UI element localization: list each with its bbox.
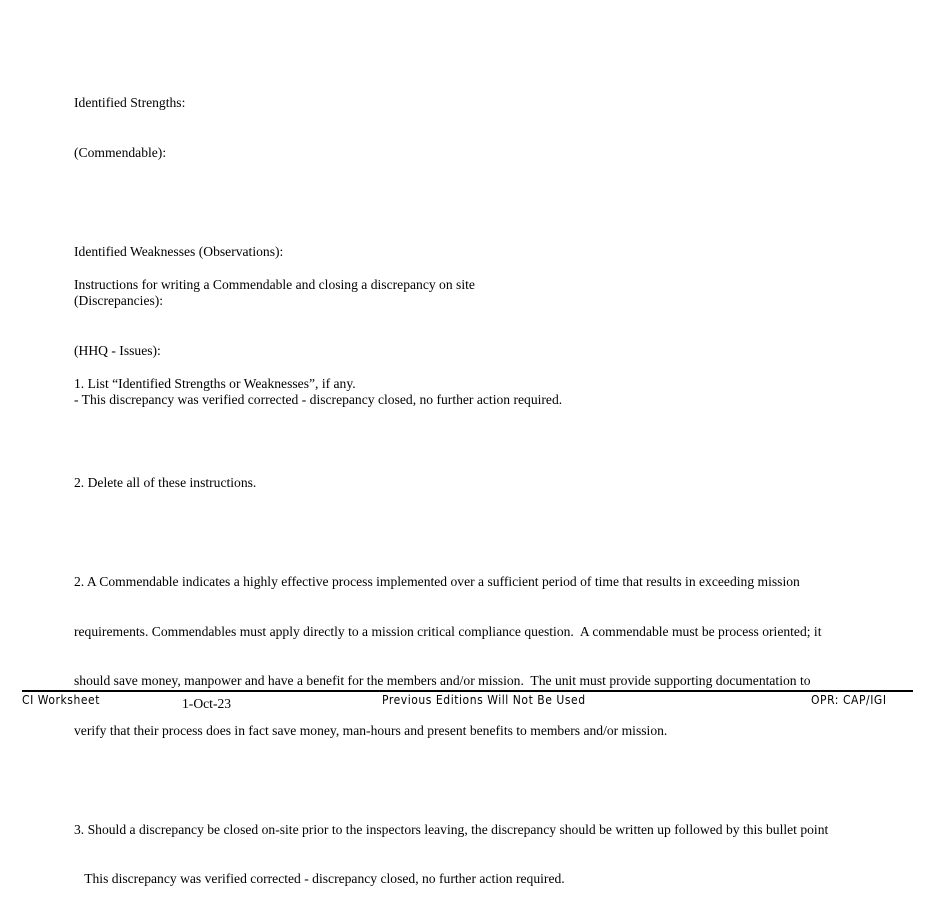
- instructions-heading: Instructions for writing a Commendable and closing a discrepancy on site: [74, 277, 475, 292]
- instruction-item-3-line: verify that their process does in fact save money, man-hours and present benefits to members and/or mission.: [74, 722, 668, 738]
- discrepancies-label: (Discrepancies):: [74, 293, 164, 308]
- instruction-item-4-line: 3. Should a discrepancy be closed on-site prior to the inspectors leaving, the discrepancy should be written up followed by this bullet point: [74, 821, 829, 837]
- instruction-item-3-line: requirements. Commendables must apply directly to a mission critical compliance question. A commendable must be process oriented; it: [74, 623, 822, 639]
- footer-date: 1-Oct-23: [182, 696, 232, 711]
- instruction-item-2: 2. Delete all of these instructions.: [74, 475, 257, 490]
- closed-discrepancy-bullet: - This discrepancy was verified corrected - discrepancy closed, no further action required.: [74, 392, 563, 407]
- instruction-item-4-line: This discrepancy was verified corrected - discrepancy closed, no further action required.: [74, 871, 565, 886]
- commendable-label: (Commendable):: [74, 144, 167, 160]
- footer-opr: OPR: CAP/IGI: [811, 693, 887, 707]
- instruction-item-3-line: should save money, manpower and have a benefit for the members and/or mission. The unit must provide supporting documentation to: [74, 673, 811, 688]
- hhq-issues-label: (HHQ - Issues):: [74, 342, 161, 358]
- strengths-label: Identified Strengths:: [74, 95, 186, 110]
- weaknesses-label: Identified Weaknesses (Observations):: [74, 243, 284, 259]
- footer-form-name: CI Worksheet: [22, 693, 100, 707]
- instruction-item-1: 1. List “Identified Strengths or Weaknesses”, if any.: [74, 376, 356, 391]
- footer-divider: [22, 690, 913, 692]
- instructions-section: [74, 244, 884, 921]
- instruction-item-3-line: 2. A Commendable indicates a highly effective process implemented over a sufficient period of time that results in exceeding mission: [74, 574, 800, 589]
- footer-editions-note: Previous Editions Will Not Be Used: [382, 693, 586, 707]
